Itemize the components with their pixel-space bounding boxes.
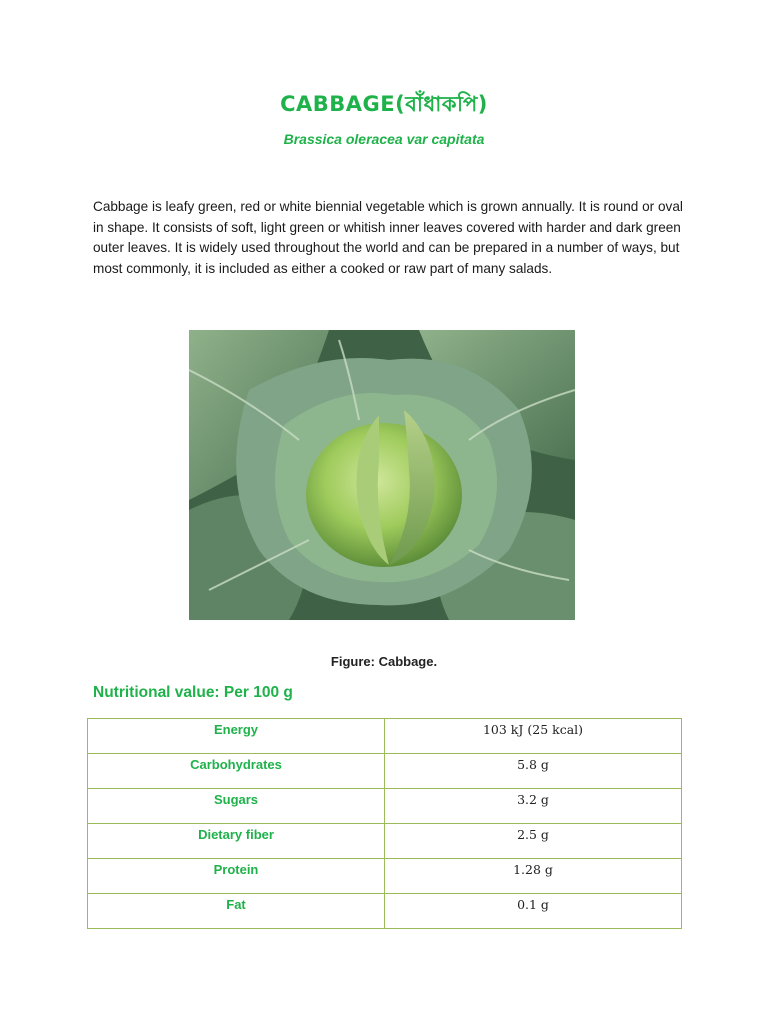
nutrient-value: 0.1 g [385,894,682,929]
nutrient-value: 1.28 g [385,859,682,894]
nutrient-label: Protein [88,859,385,894]
table-row [88,894,682,929]
nutrient-label: Fat [88,894,385,929]
nutrient-value: 3.2 g [385,789,682,824]
nutrition-heading: Nutritional value: Per 100 g [93,684,293,701]
nutrient-label: Energy [88,719,385,754]
table-row [88,824,682,859]
nutrient-value: 5.8 g [385,754,682,789]
table-row [88,859,682,894]
nutrient-value: 2.5 g [385,824,682,859]
figure-caption: Figure: Cabbage. [330,654,438,669]
nutrient-label: Dietary fiber [88,824,385,859]
nutrient-value: 103 kJ (25 kcal) [385,719,682,754]
intro-paragraph: Cabbage is leafy green, red or white biennial vegetable which is grown annually. It is round or oval in shape. It consists of soft, light green or whitish inner leaves covered with harder and dark green outer leaves. It is widely used throughout the world and can be prepared in a number of ways, but most commonly, it is included as either a cooked or raw part of many salads. [93,199,683,277]
table-row [88,719,682,754]
table-row [88,754,682,789]
nutrient-label: Carbohydrates [88,754,385,789]
table-row [88,789,682,824]
scientific-name: Brassica oleracea var capitata [283,131,485,147]
cabbage-photo [189,330,575,620]
nutrition-table [87,718,682,929]
nutrient-label: Sugars [88,789,385,824]
page-title: CABBAGE(বাঁধাকপি) [280,92,488,116]
